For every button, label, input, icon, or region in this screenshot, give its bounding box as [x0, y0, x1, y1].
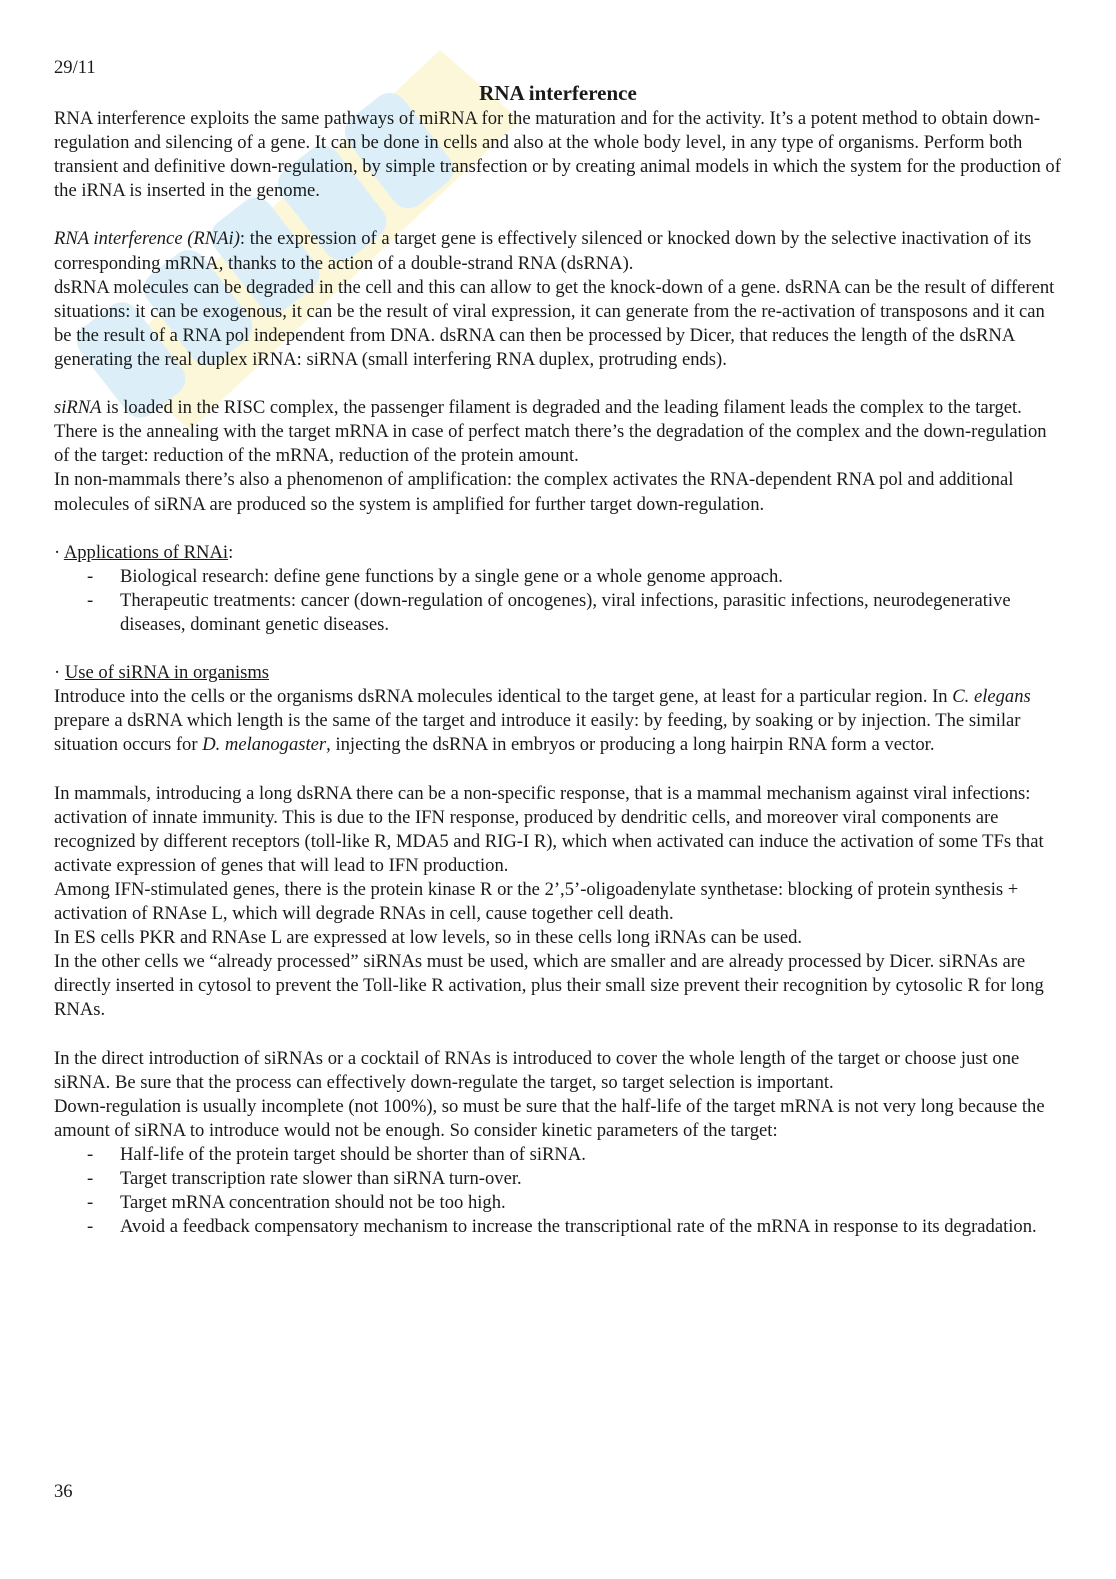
sirna-term: siRNA: [54, 397, 102, 419]
page-number: 36: [54, 1481, 73, 1502]
list-item: [54, 1143, 1064, 1167]
organisms-text-b: prepare a dsRNA which length is the same of the target and introduce it easily: by feeding, by soaking or by injection. The similar situation occurs for: [54, 710, 1021, 756]
list-item-text: Biological research: define gene functions by a single gene or a whole genome approach.: [120, 565, 783, 587]
list-item: [54, 1215, 1064, 1239]
rnai-definition-paragraph: [54, 227, 1064, 275]
rnai-term: RNA interference (RNAi): [54, 228, 240, 250]
sirna-paragraph: [54, 396, 1064, 468]
direct-introduction-paragraph: In the direct introduction of siRNAs or a cocktail of RNAs is introduced to cover the whole length of the target or choose just one siRNA. Be sure that the process can effectively down-regulate the target, so target selection is important.: [54, 1047, 1020, 1093]
dash-bullet: -: [87, 1216, 94, 1238]
organisms-paragraph: [54, 685, 1064, 757]
species-d-melanogaster: D. melanogaster: [202, 734, 327, 756]
other-cells-paragraph: In the other cells we “already processed” siRNAs must be used, which are smaller and are already processed by Dicer. siRNAs are directly inserted in cytosol to prevent the Toll-like R activation, plus their small size prevent their recognition by cytosolic R for long RNAs.: [54, 951, 1044, 1021]
list-item-text: Therapeutic treatments: cancer (down-regulation of oncogenes), viral infections, parasitic infections, neurodegenerative diseases, dominant genetic diseases.: [120, 589, 1011, 635]
list-item-text: Half-life of the protein target should be shorter than of siRNA.: [120, 1144, 586, 1166]
applications-heading-text: Applications of RNAi: [63, 541, 229, 563]
list-item: [54, 1191, 1064, 1215]
dash-bullet: -: [87, 565, 94, 587]
species-c-elegans: C. elegans: [952, 686, 1031, 708]
dash-bullet: -: [87, 1144, 94, 1166]
list-item-text: Target transcription rate slower than siRNA turn-over.: [120, 1168, 522, 1190]
applications-list: [54, 565, 1064, 637]
list-item: [54, 565, 1064, 589]
rnai-definition-text: : the expression of a target gene is effectively silenced or knocked down by the selective inactivation of its corresponding mRNA, thanks to the action of a double-strand RNA (dsRNA).: [54, 228, 1032, 274]
page-title: RNA interference: [479, 81, 637, 105]
dash-bullet: -: [87, 1192, 94, 1214]
dsrna-paragraph: dsRNA molecules can be degraded in the cell and this can allow to get the knock-down of a gene. dsRNA can be the result of different situations: it can be exogenous, it can be the result of viral expression, it can generate from the re-activation of transposons and it can be the result of a RNA pol independent from DNA. dsRNA can then be processed by Dicer, that reduces the length of the dsRNA generating the real duplex iRNA: siRNA (small interfering RNA duplex, protruding ends).: [54, 276, 1055, 370]
list-item: [54, 1167, 1064, 1191]
down-regulation-paragraph: Down-regulation is usually incomplete (not 100%), so must be sure that the half-life of the target mRNA is not very long because the amount of siRNA to introduce would not be enough. So consider kinetic parameters of the target:: [54, 1095, 1045, 1141]
use-sirna-heading: [54, 661, 1064, 685]
list-item-text: Avoid a feedback compensatory mechanism to increase the transcriptional rate of the mRNA in response to its degradation.: [120, 1216, 1037, 1238]
header-date: 29/11: [54, 57, 96, 78]
es-cells-paragraph: In ES cells PKR and RNAse L are expressed at low levels, so in these cells long iRNAs can be used.: [54, 927, 803, 949]
intro-paragraph: RNA interference exploits the same pathways of miRNA for the maturation and for the activity. It’s a potent method to obtain down-regulation and silencing of a gene. It can be done in cells and also at the whole body level, in any type of organisms. Perform both transient and definitive down-regulation, by simple transfection or by creating animal models in which the system for the production of the iRNA is inserted in the genome.: [54, 108, 1061, 202]
list-item-text: Target mRNA concentration should not be too high.: [120, 1192, 506, 1214]
list-item: [54, 589, 1064, 637]
bullet-glyph: ·: [54, 541, 64, 563]
use-sirna-heading-text: Use of siRNA in organisms: [64, 662, 270, 684]
amplification-paragraph: In non-mammals there’s also a phenomenon of amplification: the complex activates the RNA-dependent RNA pol and additional molecules of siRNA are produced so the system is amplified for further target down-regulation.: [54, 469, 1014, 515]
heading-colon: :: [228, 541, 234, 563]
organisms-text-c: , injecting the dsRNA in embryos or producing a long hairpin RNA form a vector.: [326, 734, 935, 756]
mammals-paragraph: In mammals, introducing a long dsRNA there can be a non-specific response, that is a mammal mechanism against viral infections: activation of innate immunity. This is due to the IFN response, produced by dendritic cells, and moreover viral components are recognized by different receptors (toll-like R, MDA5 and RIG-I R), which when activated can induce the activation of some TFs that activate expression of genes that will lead to IFN production.: [54, 782, 1044, 876]
ifn-genes-paragraph: Among IFN-stimulated genes, there is the protein kinase R or the 2’,5’-oligoadenylate synthetase: blocking of protein synthesis + activation of RNAse L, which will degrade RNAs in cell, cause together cell death.: [54, 879, 1019, 925]
dash-bullet: -: [87, 1168, 94, 1190]
organisms-text-a: Introduce into the cells or the organisms dsRNA molecules identical to the target gene, at least for a particular region. In: [54, 686, 953, 708]
applications-heading: [54, 541, 1064, 565]
sirna-text: is loaded in the RISC complex, the passenger filament is degraded and the leading filament leads the complex to the target. There is the annealing with the target mRNA in case of perfect match there’s the degradation of the complex and the down-regulation of the target: reduction of the mRNA, reduction of the protein amount.: [54, 397, 1047, 467]
bullet-glyph: ·: [54, 662, 65, 684]
kinetic-parameters-list: [54, 1143, 1064, 1239]
dash-bullet: -: [87, 589, 94, 611]
document-body: [54, 107, 1064, 1239]
